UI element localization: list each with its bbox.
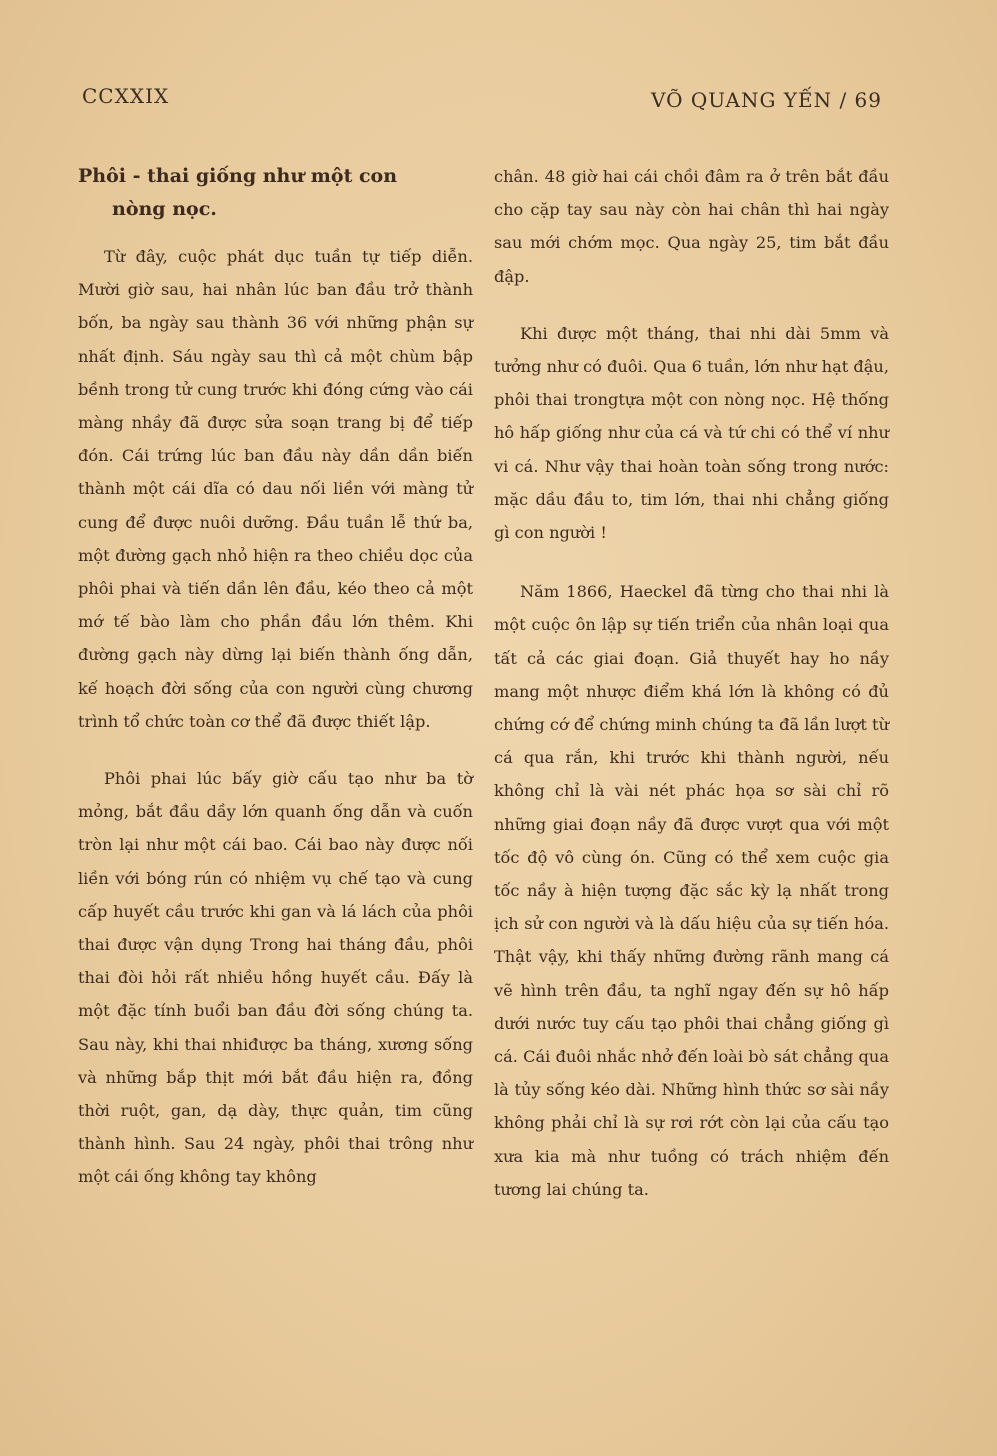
paragraph: Năm 1866, Haeckel đã từng cho thai nhi là một cuộc ôn lập sự tiến triển của nhân loại qua tất cả các giai đoạn. Giả thuyết hay ho nầy mang một nhược điểm khá lớn là không có đủ chứng cớ để chứng minh chúng ta đã lần lượt từ cá qua rắn, khi trước khi thành người, nếu không chỉ là vài nét phác họa sơ sài chỉ rõ những giai đoạn nầy đã được vượt qua với một tốc độ vô cùng ón. Cũng có thể xem cuộc gia tốc nầy à hiện tượng đặc sắc kỳ lạ nhất trong ịch sử con người và là dấu hiệu của sự tiến hóa. Thật vậy, khi thấy những đường rãnh mang cá vẽ hình trên đầu, ta nghĩ ngay đến sự hô hấp dưới nước tuy cấu tạo phôi thai chẳng giống gì cá. Cái đuôi nhắc nhở đến loài bò sát chẳng qua là tủy sống kéo dài. Những hình thức sơ sài nầy không phải chỉ là sự rơi rớt còn lại của cấu tạo xưa kia mà như tuồng có trách nhiệm đến tương lai chúng ta. [494, 582, 889, 1199]
right-column [494, 160, 889, 1206]
section-heading [78, 160, 473, 226]
chapter-number: CCXXIX [82, 84, 170, 108]
section-heading-line2: nòng nọc. [112, 198, 217, 220]
paragraph: chân. 48 giờ hai cái chồi đâm ra ở trên bắt đầu cho cặp tay sau này còn hai chân thì hai ngày sau mới chớm mọc. Qua ngày 25, tim bắt đầu đập. [494, 167, 889, 286]
running-header: VÕ QUANG YẾN / 69 [651, 88, 882, 112]
left-column [78, 160, 473, 1194]
paragraph: Khi được một tháng, thai nhi dài 5mm và tưởng như có đuôi. Qua 6 tuần, lớn như hạt đậu, phôi thai trongtựa một con nòng nọc. Hệ thống hô hấp giống như của cá và tứ chi có thể ví như vi cá. Như vậy thai hoàn toàn sống trong nước: mặc dầu đầu to, tim lớn, thai nhi chẳng giống gì con người ! [494, 323, 889, 543]
paragraph: Từ đây, cuộc phát dục tuần tự tiếp diễn. Mười giờ sau, hai nhân lúc ban đầu trở thành bốn, ba ngày sau thành 36 với những phận sự nhất định. Sáu ngày sau thì cả một chùm bập bềnh trong tử cung trước khi đóng cứng vào cái màng nhầy đã được sửa soạn trang bị để tiếp đón. Cái trứng lúc ban đầu này dần dần biến thành một cái dĩa có dau nối liền với màng tử cung để được nuôi dưỡng. Đầu tuần lễ thứ ba, một đường gạch nhỏ hiện ra theo chiều dọc của phôi phai và tiến dần lên đầu, kéo theo cả một mớ tế bào làm cho phần đầu lớn thêm. Khi đường gạch này dừng lại biến thành ống dẫn, kế hoạch đời sống của con người cùng chương trình tổ chức toàn cơ thể đã được thiết lập. [78, 247, 473, 731]
paragraph: Phôi phai lúc bấy giờ cấu tạo như ba tờ mỏng, bắt đầu dầy lớn quanh ống dẫn và cuốn tròn lại như một cái bao. Cái bao này được nối liền với bóng rún có nhiệm vụ chế tạo và cung cấp huyết cầu trước khi gan và lá lách của phôi thai được vận dụng Trong hai tháng đầu, phôi thai đòi hỏi rất nhiều hồng huyết cầu. Đấy là một đặc tính buổi ban đầu đời sống chúng ta. Sau này, khi thai nhiđược ba tháng, xương sống và những bắp thịt mới bắt đầu hiện ra, đồng thời ruột, gan, dạ dày, thực quản, tim cũng thành hình. Sau 24 ngày, phôi thai trông như một cái ống không tay không [78, 769, 473, 1187]
section-heading-line1: Phôi - thai giống như một con [78, 165, 398, 187]
